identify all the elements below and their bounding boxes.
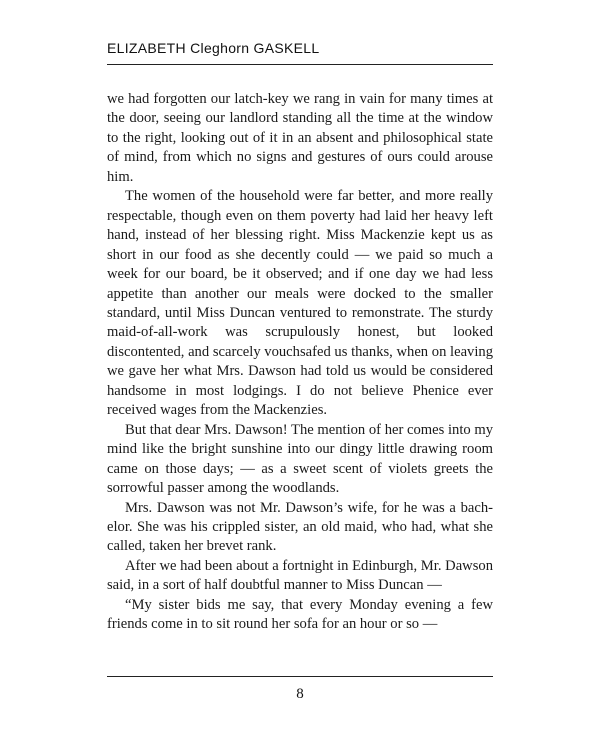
- paragraph-4: Mrs. Dawson was not Mr. Dawson’s wife, for he was a bachelor. She was his crippled sister, an old maid, who had, what she called, taken her brevet rank.: [107, 499, 493, 555]
- paragraph-1: we had forgotten our latch-key we rang in vain for many times at the door, seeing our landlord standing all the time at the window to the right, looking out of it in an absent and philosophical state of mind, from which no signs and gestures of ours could arouse him.: [107, 91, 493, 185]
- paragraph-5: After we had been about a fortnight in Edinburgh, Mr. Dawson said, in a sort of half doubtful manner to Miss Duncan —: [107, 557, 493, 594]
- footer-rule: [107, 676, 493, 677]
- body-text: [107, 90, 493, 635]
- paragraph-6: “My sister bids me say, that every Monday evening a few friends come in to sit round her sofa for an hour or so —: [107, 596, 493, 633]
- header-rule: [107, 64, 493, 65]
- paragraph-3: But that dear Mrs. Dawson! The mention of her comes into my mind like the bright sunshine into our dingy little drawing room came on those days; — as a sweet scent of violets greets the sorrowful passer among the woodlands.: [107, 421, 493, 497]
- running-header: ELIZABETH Cleghorn GASKELL: [107, 40, 320, 56]
- paragraph-2: The women of the household were far better, and more really respectable, though even on them poverty had laid her heavy left hand, instead of her blessing right. Miss Mackenzie kept us as short in our food as she decently could — we paid so much a week for our board, be it observed; and if one day we had less appetite than another our meals were docked to the smaller standard, until Miss Duncan ventured to remonstrate. The sturdy maid-of-all-work was scrupulously honest, but looked discontented, and scarcely vouchsafed us thanks, when on leaving we gave her what Mrs. Dawson had told us would be considered handsome in most lodgings. I do not believe Phenice ever received wages from the Mackenzies.: [107, 188, 493, 419]
- page-number: 8: [296, 686, 304, 702]
